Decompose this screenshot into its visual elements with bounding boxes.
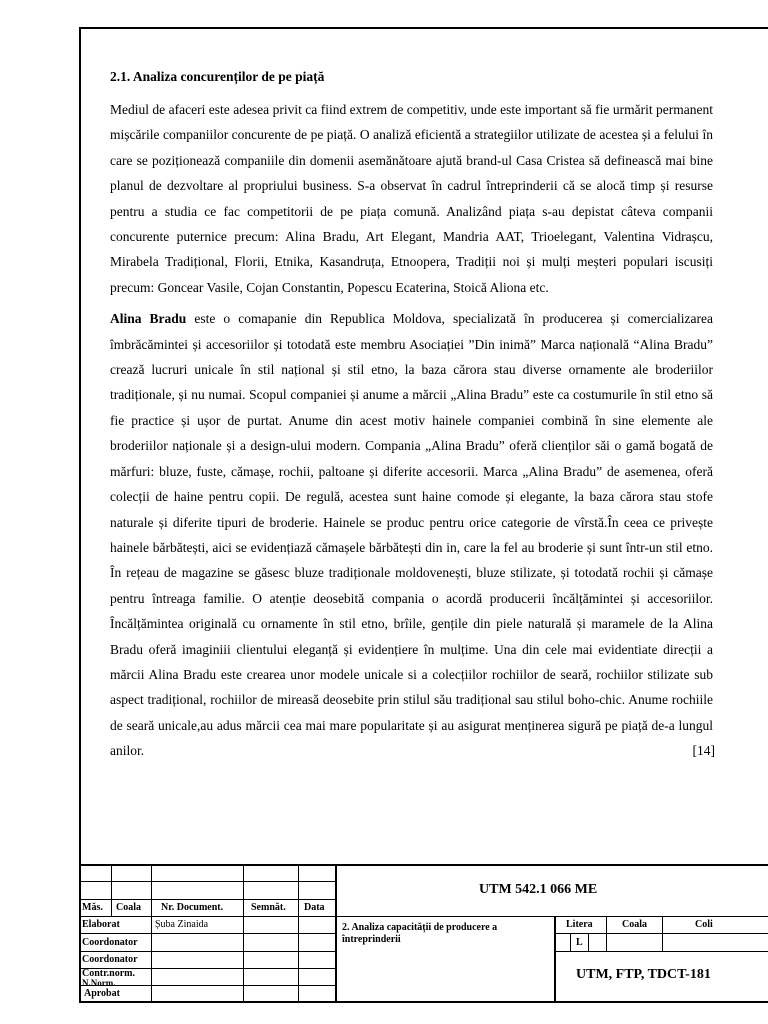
page-content xyxy=(110,69,713,770)
header-data: Data xyxy=(304,902,325,913)
paragraph-lead-bold: Alina Bradu xyxy=(110,311,187,327)
coli-label: Coli xyxy=(695,919,713,930)
role-coordonator-2: Coordonator xyxy=(82,954,138,965)
title-block xyxy=(79,864,768,1003)
coala-label: Coala xyxy=(622,919,647,930)
header-coala: Coala xyxy=(116,902,141,913)
elaborat-name: Șuba Zinaida xyxy=(155,919,209,930)
litera-value: L xyxy=(576,937,583,948)
reference-marker: [14] xyxy=(692,743,715,759)
header-nr-document: Nr. Document. xyxy=(161,902,224,913)
role-aprobat: Aprobat xyxy=(84,988,120,999)
litera-label: Litera xyxy=(566,919,593,930)
role-n-norm: N.Norm. xyxy=(82,978,116,988)
role-elaborat: Elaborat xyxy=(82,919,120,930)
paragraph-alina-bradu xyxy=(110,306,713,763)
document-code: UTM 542.1 066 ME xyxy=(479,882,598,897)
section-title: 2.1. Analiza concurenților de pe piață xyxy=(110,69,325,84)
header-semnat: Semnăt. xyxy=(251,902,286,913)
organization: UTM, FTP, TDCT-181 xyxy=(576,967,711,982)
document-title: 2. Analiza capacității de producere a întreprinderii xyxy=(342,922,498,945)
page-frame xyxy=(79,27,768,1003)
role-contr-norm: Contr.norm. xyxy=(82,968,135,979)
role-coordonator-1: Coordonator xyxy=(82,937,138,948)
paragraph-body: este o comapanie din Republica Moldova, specializată în producerea și comercializarea îmbrăcămintei și accesoriilor și totodată este membru Asociației ”Din inimă” Marca națională “Alina Bradu” crează lucruri unicale în stil național și stil etno, la baza cărora stau diverse ornamente ale broderiilor tradiționale, și nu numai. Scopul companiei și anume a mărcii „Alina Bradu” este ca costumurile în stil etno să fie practice și ușor de purtat. Anume din acest motiv hainele companiei combină în sine elemente ale broderiilor naționale și a design-ului modern. Compania „Alina Bradu” oferă clienților săi o gamă bogată de mărfuri: bluze, fuste, cămașe, rochii, paltoane și diferite accesorii. Marca „Alina Bradu” de asemenea, oferă colecții de haine pentru copii. De regulă, acestea sunt haine comode și elegante, la baza cărora stau stofe naturale și diferite tipuri de broderie. Hainele se produc pentru orice categorie de vîrstă.În ceea ce privește hainele bărbătești, aici se evidențiază cămașele bărbătești din in, care la fel au broderie și sunt într-un stil etno. În rețeau de magazine se găsesc bluze tradiționale moldovenești, bluze stilizate, și totodată rochii și cămașe pentru întreaga familie. O atenție deosebită compania o acordă producerii încălțămintei și accesoriilor. Încălțămintea originală cu ornamente în stil etno, brîile, gențile din piele naturală și maramele de la Alina Bradu oferă imaginiii clientului eleganță și evidențiere în mulțime. Una din cele mai evidentiate direcții a mărcii Alina Bradu este crearea unor modele unicale si a colecțiilor rochiilor de seară, rochiilor stilizate sub aspect tradițional, rochiilor de mireasă deosebite prin stilul său tradițional sau stilul boho-chic. Anume rochiile de seară unicale,au adus mărcii cea mai mare popularitate și au asigurat menținerea sigură pe piață de-a lungul anilor. xyxy=(110,311,713,759)
paragraph-intro: Mediul de afaceri este adesea privit ca fiind extrem de competitiv, unde este important să fie urmărit permanent mișcările companiilor concurente de pe piață. O analiză eficientă a strategiilor utilizate de acestea și a felului în care se poziționează companiile din domenii asemănătoare ajută brand-ul Casa Cristea să definească mai bine planul de dezvoltare al propriului business. S-a observat în cadrul întreprinderii că se alocă timp și resurse pentru a studia ce fac competitorii de pe piața comună. Analizând piața s-au depistat câteva companii concurente puternice precum: Alina Bradu, Art Elegant, Mandria AAT, Trioelegant, Valentina Vidrașcu, Mirabela Tradițional, Florii, Etnika, Kasandruța, Etnoopera, Tradiții noi și mulți meșteri populari iscusiți precum: Goncear Vasile, Cojan Constantin, Popescu Ecaterina, Stoică Aliona etc. xyxy=(110,102,713,295)
header-mas: Măs. xyxy=(82,902,103,913)
